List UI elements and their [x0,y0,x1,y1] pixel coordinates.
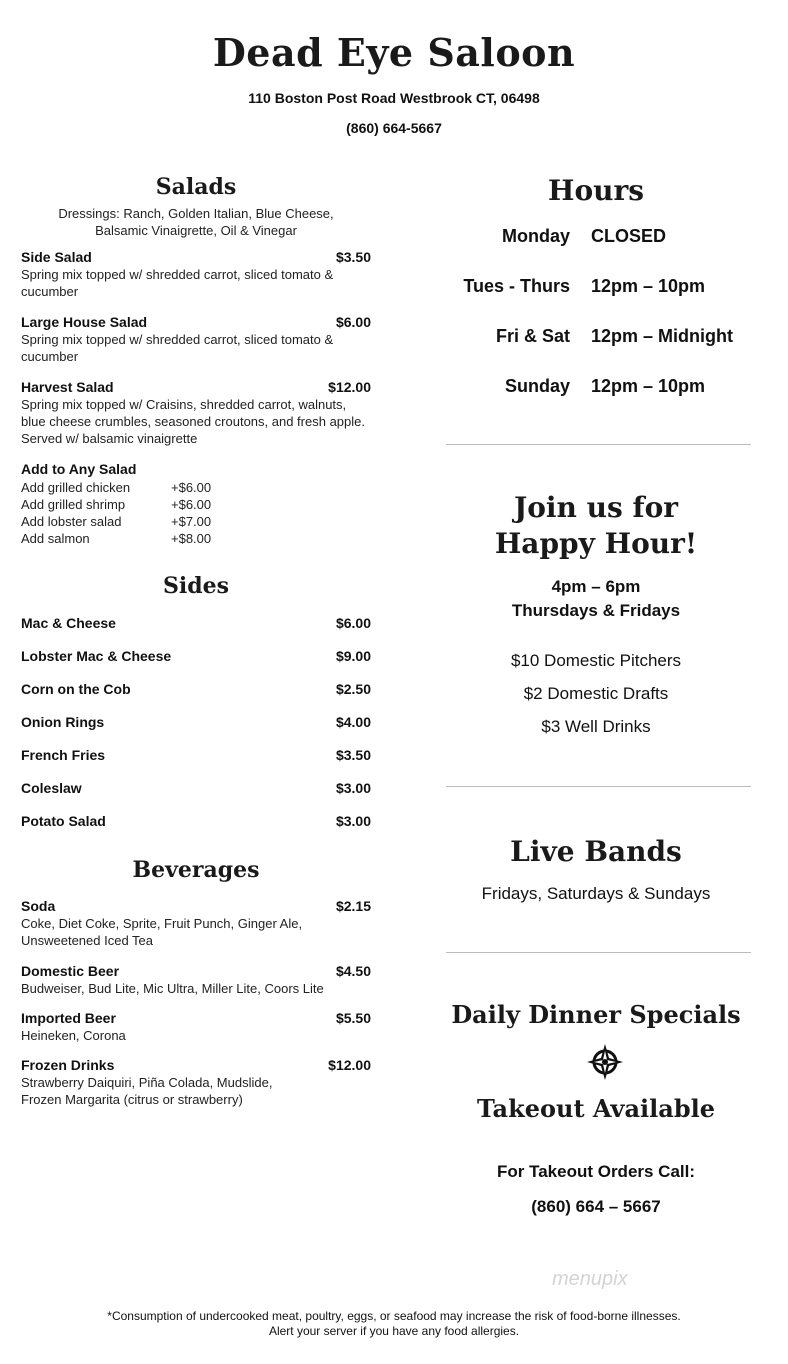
item-name: French Fries [21,747,106,763]
happy-hour-deal: $2 Domestic Drafts [523,684,669,703]
restaurant-phone: (860) 664-5667 [346,120,442,136]
restaurant-title: Dead Eye Saloon [212,30,576,75]
item-description: Budweiser, Bud Lite, Mic Ultra, Miller Lite, Coors Lite [21,981,324,996]
hours-time: CLOSED [591,226,667,246]
item-name: Potato Salad [21,813,106,829]
item-description: Spring mix topped w/ shredded carrot, sliced tomato & cucumber [21,332,334,364]
item-name: Soda [21,898,56,914]
happy-hour-heading [446,490,746,562]
side-item [21,714,371,747]
beverage-soda [21,898,371,949]
item-price: $6.00 [335,615,371,631]
item-name: Frozen Drinks [21,1057,115,1073]
addon-name: Add grilled chicken [21,480,131,495]
item-description: Strawberry Daiquiri, Piña Colada, Mudslide, Frozen Margarita (citrus or strawberry) [21,1075,273,1107]
restaurant-address: 110 Boston Post Road Westbrook CT, 06498 [248,90,540,106]
beverage-frozen-drinks [21,1057,371,1108]
hours-row [410,226,770,276]
menu-item-large-house-salad [21,314,371,365]
divider [446,786,751,787]
hours-day: Tues - Thurs [463,276,570,296]
hours-row [410,376,770,426]
happy-hour-days: Thursdays & Fridays [511,601,681,620]
daily-specials-heading: Daily Dinner Specials [451,1000,741,1029]
salads-heading: Salads [155,174,237,200]
item-name: Mac & Cheese [21,615,116,631]
item-price: $9.00 [335,648,371,664]
item-price: $3.00 [335,780,371,796]
item-price: $12.00 [328,379,371,395]
item-name: Imported Beer [21,1010,116,1026]
footer-disclaimer: *Consumption of undercooked meat, poultry, eggs, or seafood may increase the risk of food-borne illnesses. [107,1309,681,1323]
item-price: $6.00 [335,314,371,330]
item-price: $5.50 [335,1010,371,1026]
addon-row [21,496,221,513]
item-name: Domestic Beer [21,963,120,979]
addon-row [21,530,221,547]
addon-price: +$8.00 [171,531,212,546]
hours-day: Fri & Sat [495,326,570,346]
live-bands-days: Fridays, Saturdays & Sundays [481,884,711,903]
happy-hour-deal: $10 Domestic Pitchers [510,651,682,670]
side-item [21,780,371,813]
addon-price: +$7.00 [171,514,212,529]
takeout-phone: (860) 664 – 5667 [531,1197,661,1216]
side-item [21,681,371,714]
footer-allergy-note: Alert your server if you have any food allergies. [268,1324,520,1338]
side-item [21,615,371,648]
beverage-imported-beer [21,1010,371,1044]
beverages-heading: Beverages [132,857,260,883]
happy-hour-deal: $3 Well Drinks [541,717,651,736]
watermark: menupix [552,1268,628,1290]
takeout-call-label: For Takeout Orders Call: [496,1162,696,1181]
addons-heading: Add to Any Salad [21,461,137,477]
divider [446,444,751,445]
hours-time: 12pm – 10pm [591,276,706,296]
item-name: Lobster Mac & Cheese [21,648,172,664]
item-description: Spring mix topped w/ Craisins, shredded carrot, walnuts, blue cheese crumbles, seasoned croutons, and fresh apple. Served w/ balsamic vinaigrette [21,397,365,446]
happy-hour-line1: Join us for [513,491,678,524]
addon-price: +$6.00 [171,497,212,512]
addon-row [21,479,221,496]
item-description: Coke, Diet Coke, Sprite, Fruit Punch, Ginger Ale, Unsweetened Iced Tea [21,916,303,948]
beverage-domestic-beer [21,963,371,997]
addon-name: Add grilled shrimp [21,497,126,512]
item-description: Heineken, Corona [21,1028,126,1043]
happy-hour-line2: Happy Hour! [494,527,698,560]
takeout-heading: Takeout Available [476,1094,715,1123]
hours-day: Monday [501,226,570,246]
live-bands-heading: Live Bands [510,835,682,868]
item-price: $2.50 [335,681,371,697]
item-name: Side Salad [21,249,92,265]
menu-item-side-salad [21,249,371,300]
item-price: $3.00 [335,813,371,829]
hours-table [410,226,770,426]
hours-heading: Hours [547,174,644,207]
addons-list [21,479,221,547]
addon-row [21,513,221,530]
salad-dressings: Dressings: Ranch, Golden Italian, Blue Cheese, Balsamic Vinaigrette, Oil & Vinegar [58,206,334,238]
item-price: $4.00 [335,714,371,730]
hours-row [410,276,770,326]
addon-name: Add lobster salad [21,514,122,529]
item-name: Large House Salad [21,314,148,330]
item-price: $2.15 [335,898,371,914]
hours-time: 12pm – 10pm [591,376,706,396]
side-item [21,813,371,846]
hours-day: Sunday [504,376,570,396]
sides-list [21,615,371,846]
item-name: Coleslaw [21,780,82,796]
item-price: $3.50 [335,747,371,763]
item-price: $4.50 [335,963,371,979]
hours-time: 12pm – Midnight [591,326,734,346]
happy-hour-time: 4pm – 6pm [551,577,641,596]
side-item [21,648,371,681]
menu-item-harvest-salad [21,379,371,447]
hours-row [410,326,770,376]
item-name: Corn on the Cob [21,681,131,697]
item-name: Onion Rings [21,714,105,730]
item-price: $12.00 [328,1057,371,1073]
sides-heading: Sides [162,573,229,599]
item-name: Harvest Salad [21,379,114,395]
addon-price: +$6.00 [171,480,212,495]
compass-star-icon [586,1043,624,1081]
divider [446,952,751,953]
side-item [21,747,371,780]
item-price: $3.50 [335,249,371,265]
addon-name: Add salmon [21,531,90,546]
item-description: Spring mix topped w/ shredded carrot, sliced tomato & cucumber [21,267,334,299]
